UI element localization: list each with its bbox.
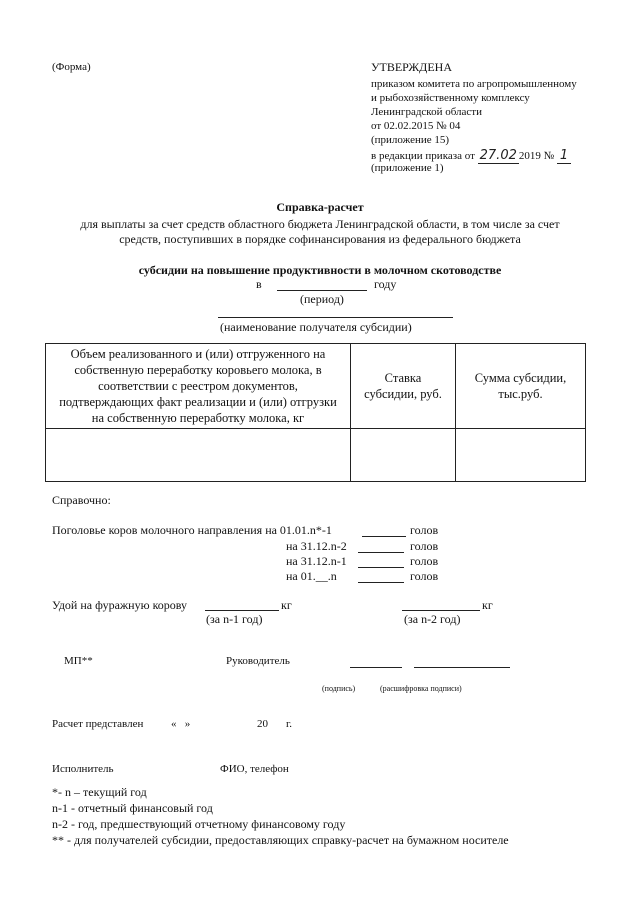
submitted-label: Расчет представлен (52, 718, 144, 730)
period-field[interactable] (277, 290, 367, 291)
approval-line: приказом комитета по агропромышленному (371, 78, 577, 90)
head-label: Руководитель (226, 655, 290, 667)
header-rate: Ставка субсидии, руб. (351, 344, 456, 429)
form-label: (Форма) (52, 61, 91, 73)
livestock-date: на 31.12.n-1 (286, 554, 347, 568)
subsidy-table (45, 343, 586, 482)
table-header-row (46, 344, 586, 429)
cell-rate[interactable] (351, 429, 456, 482)
yield-period-2: (за n-2 год) (404, 612, 461, 626)
purpose-line-2: средств, поступивших в порядке софинансирования из федерального бюджета (119, 232, 521, 246)
edition-number-handwritten: 1 (557, 148, 571, 164)
yield-period-1: (за n-1 год) (206, 612, 263, 626)
approval-line: Ленинградской области (371, 106, 482, 118)
decode-caption: (расшифровка подписи) (380, 684, 462, 693)
livestock-field[interactable] (362, 536, 406, 537)
livestock-date: на 01.__.n (286, 569, 337, 583)
footnote: n-2 - год, предшествующий отчетному финансовому году (52, 817, 346, 831)
footnote: ** - для получателей субсидии, предоставляющих справку-расчет на бумажном носителе (52, 833, 509, 847)
approval-line: от 02.02.2015 № 04 (371, 120, 461, 132)
period-caption: (период) (300, 292, 344, 306)
yield-kg: кг (281, 598, 292, 612)
edition-no-label: № (543, 150, 555, 162)
header-amount: Сумма субсидии, тыс.руб. (456, 344, 586, 429)
reference-label: Справочно: (52, 493, 111, 507)
purpose-line-1: для выплаты за счет средств областного бюджета Ленинградской области, в том числе за счет (80, 217, 560, 231)
yield-field-n1[interactable] (205, 610, 279, 611)
executor-label: Исполнитель (52, 763, 114, 775)
footnote: n-1 - отчетный финансовый год (52, 801, 213, 815)
livestock-label: Поголовье коров молочного направления на 01.01.n*-1 (52, 523, 332, 537)
edition-line (371, 148, 571, 163)
approval-line: и рыбохозяйственному комплексу (371, 92, 530, 104)
fio-label: ФИО, телефон (220, 763, 289, 775)
submitted-year-suffix: г. (286, 718, 293, 730)
table-row (46, 429, 586, 482)
signature-field[interactable] (350, 667, 402, 668)
cell-amount[interactable] (456, 429, 586, 482)
heads-label: голов (410, 523, 439, 537)
cell-volume[interactable] (46, 429, 351, 482)
heads-label: голов (410, 539, 439, 553)
submitted-date-quotes: « » (171, 718, 191, 730)
subsidy-title: субсидии на повышение продуктивности в молочном скотоводстве (138, 263, 502, 277)
livestock-field[interactable] (358, 552, 404, 553)
edition-year: 2019 (518, 150, 541, 162)
livestock-field[interactable] (358, 567, 404, 568)
heads-label: голов (410, 569, 439, 583)
yield-label: Удой на фуражную корову (52, 598, 188, 612)
header-volume: Объем реализованного и (или) отгруженного на собственную переработку коровьего молока, в соответствии с реестром документов, подтверждающих факт реализации и (или) отгрузки на собственную переработку молока, кг (46, 344, 351, 429)
submitted-year: 20 (257, 718, 268, 730)
edition-appendix: (приложение 1) (371, 162, 444, 174)
approval-line: (приложение 15) (371, 134, 450, 146)
heads-label: голов (410, 554, 439, 568)
period-year-label: году (374, 277, 397, 291)
signature-decode-field[interactable] (414, 667, 510, 668)
yield-kg: кг (482, 598, 493, 612)
recipient-caption: (наименование получателя субсидии) (220, 320, 412, 334)
stamp-label: МП** (64, 655, 93, 667)
livestock-date: на 31.12.n-2 (286, 539, 347, 553)
period-in-label: в (256, 277, 262, 291)
yield-field-n2[interactable] (402, 610, 480, 611)
edition-prefix: в редакции приказа от (371, 150, 475, 162)
approval-title: УТВЕРЖДЕНА (371, 60, 453, 74)
livestock-field[interactable] (358, 582, 404, 583)
edition-date-handwritten: 27.02 (479, 148, 517, 163)
recipient-field[interactable] (218, 317, 453, 318)
sign-caption: (подпись) (322, 684, 356, 693)
footnote: *- n – текущий год (52, 785, 147, 799)
document-title: Справка-расчет (276, 200, 364, 214)
